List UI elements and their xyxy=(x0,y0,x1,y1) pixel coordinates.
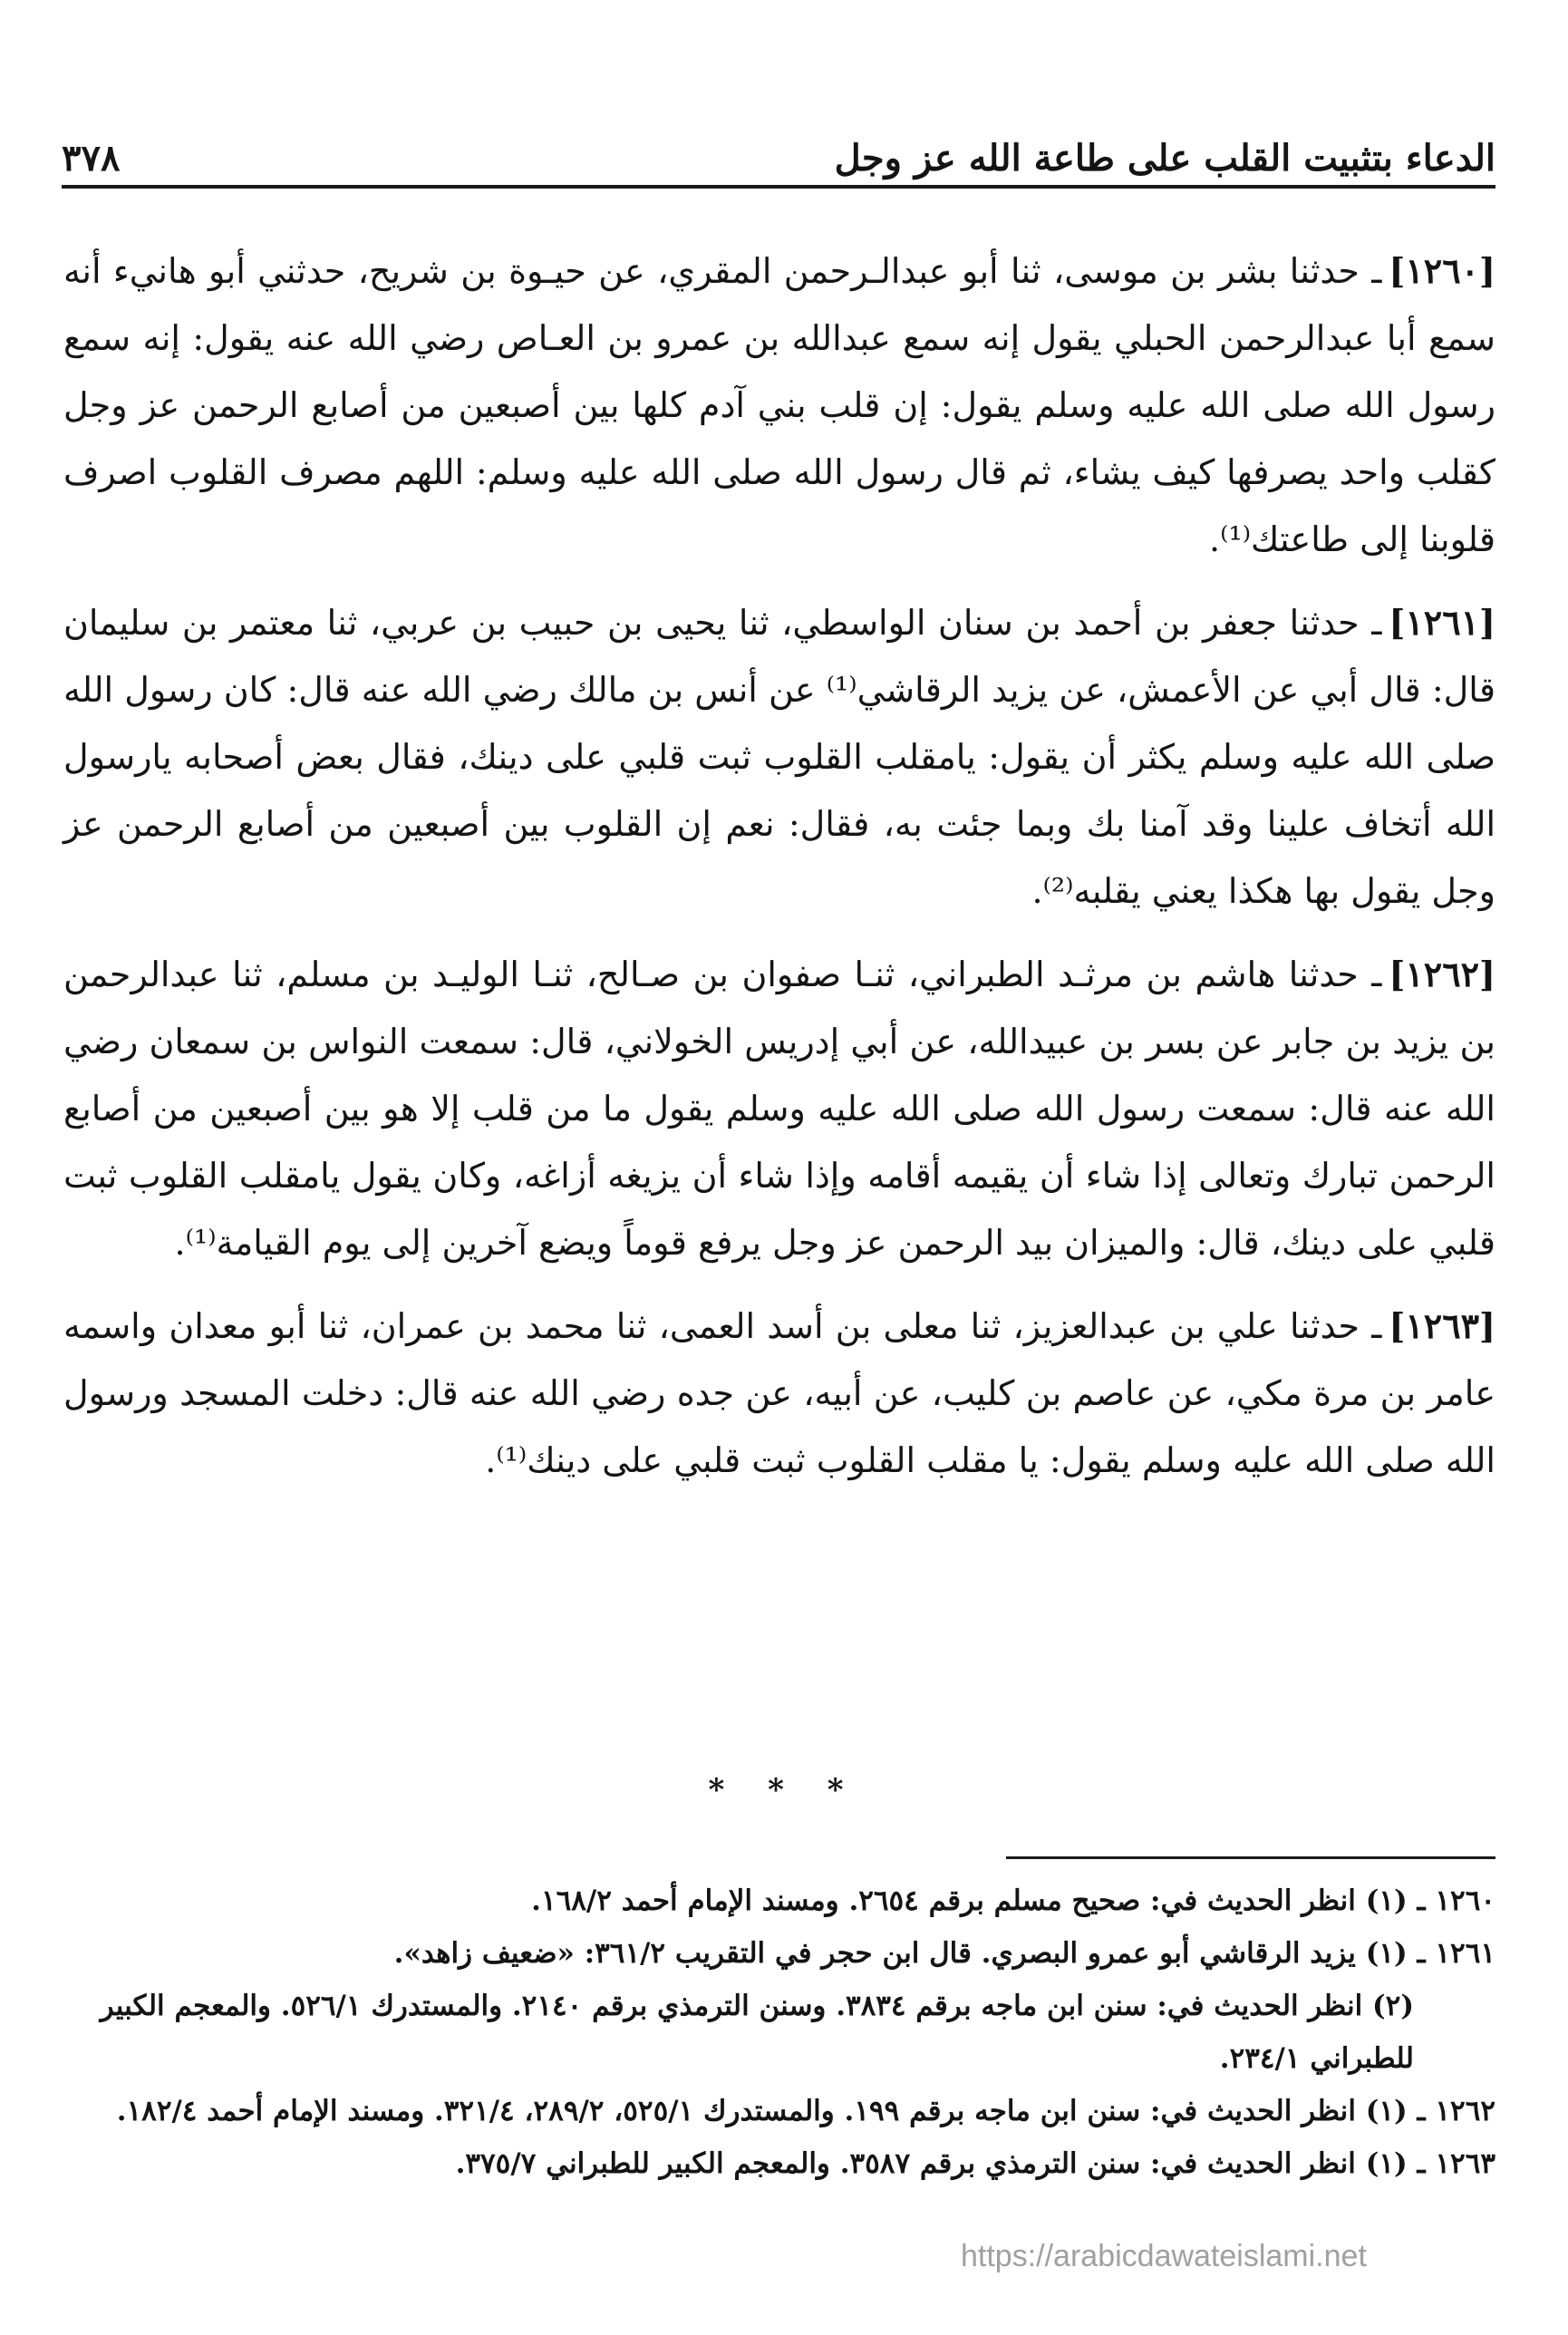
page-header xyxy=(62,127,1495,189)
footnote: ١٢٦١ ـ (١) يزيد الرقاشي أبو عمرو البصري. قال ابن حجر في التقريب ٣٦١/٢: «ضعيف زاهد». xyxy=(393,1937,1495,1970)
hadith-1262 xyxy=(63,941,1495,1276)
hadith-text: ـ حدثنا جعفر بن أحمد بن سنان الواسطي، ثنا يحيى بن حبيب بن عربي، ثنا معتمر بن سليمان قال: قال أبي عن الأعمش، عن يزيد الرقاشي⁽¹⁾ عن أنس بن مالك رضي الله عنه قال: كان رسول الله صلى الله عليه وسلم يكثر أن يقول: يامقلب القلوب ثبت قلبي على دينك، فقال بعض أصحابه يارسول الله أتخاف علينا وقد آمنا بك وبما جئت به، فقال: نعم إن القلوب بين أصبعين من أصابع الرحمن عز وجل يقول بها هكذا يعني يقلبه⁽²⁾. xyxy=(63,603,1495,911)
footnote: (٢) انظر الحديث في: سنن ابن ماجه برقم ٣٨٣٤. وسنن الترمذي برقم ٢١٤٠. والمستدرك ٥٢٦/١. والمعجم الكبير للطبراني ٢٣٤/١. xyxy=(100,1990,1414,2075)
footnote-rule xyxy=(1006,1856,1495,1859)
hadith-number: [١٢٦١] xyxy=(1389,602,1495,643)
footnote: ١٢٦٣ ـ (١) انظر الحديث في: سنن الترمذي برقم ٣٥٨٧. والمعجم الكبير للطبراني ٣٧٥/٧. xyxy=(455,2147,1495,2180)
hadith-number: [١٢٦٢] xyxy=(1389,954,1495,994)
hadith-text: ـ حدثنا علي بن عبدالعزيز، ثنا معلى بن أسد العمى، ثنا محمد بن عمران، ثنا أبو معدان واسمه عامر بن مرة مكي، عن عاصم بن كليب، عن أبيه، عن جده رضي الله عنه قال: دخلت المسجد ورسول الله صلى الله عليه وسلم يقول: يا مقلب القلوب ثبت قلبي على دينك⁽¹⁾. xyxy=(63,1306,1495,1480)
hadith-number: [١٢٦٠] xyxy=(1389,250,1495,291)
page-body xyxy=(63,237,1495,1510)
chapter-title: الدعاء بتثبيت القلب على طاعة الله عز وجل xyxy=(834,136,1495,179)
hadith-text: ـ حدثنا بشر بن موسى، ثنا أبو عبدالـرحمن المقري، عن حيـوة بن شريح، حدثني أبو هانيء أنه سمع أبا عبدالرحمن الحبلي يقول إنه سمع عبدالله بن عمرو بن العـاص رضي الله عنه يقول: إنه سمع رسول الله صلى الله عليه وسلم يقول: إن قلب بني آدم كلها بين أصبعين من أصابع الرحمن عز وجل كقلب واحد يصرفها كيف يشاء، ثم قال رسول الله صلى الله عليه وسلم: اللهم مصرف القلوب اصرف قلوبنا إلى طاعتك⁽¹⁾. xyxy=(63,251,1495,559)
footnote: ١٢٦٠ ـ (١) انظر الحديث في: صحيح مسلم برقم ٢٦٥٤. ومسند الإمام أحمد ١٦٨/٢. xyxy=(531,1884,1495,1917)
footnote: ١٢٦٢ ـ (١) انظر الحديث في: سنن ابن ماجه برقم ١٩٩. والمستدرك ٥٢٥/١، ٢٨٩/٢، ٣٢١/٤. ومسند الإمام أحمد ١٨٢/٤. xyxy=(116,2095,1495,2127)
hadith-1261 xyxy=(63,589,1495,925)
header-rule xyxy=(62,185,1495,189)
section-separator: * * * xyxy=(708,1772,860,1808)
hadith-1260 xyxy=(63,237,1495,573)
hadith-number: [١٢٦٣] xyxy=(1389,1305,1495,1346)
footnotes xyxy=(63,1875,1495,2190)
hadith-text: ـ حدثنا هاشم بن مرثـد الطبراني، ثنـا صفوان بن صـالح، ثنـا الوليـد بن مسلم، ثنا عبدالرحمن بن يزيد بن جابر عن بسر بن عبيدالله، عن أبي إدريس الخولاني، قال: سمعت النواس بن سمعان رضي الله عنه قال: سمعت رسول الله صلى الله عليه وسلم يقول ما من قلب إلا هو بين أصبعين من أصابع الرحمن تبارك وتعالى إذا شاء أن يقيمه أقامه وإذا شاء أن يزيغه أزاغه، وكان يقول يامقلب القلوب ثبت قلبي على دينك، قال: والميزان بيد الرحمن عز وجل يرفع قوماً ويضع آخرين إلى يوم القيامة⁽¹⁾. xyxy=(63,954,1495,1263)
hadith-1263 xyxy=(63,1293,1495,1494)
page-number: ٣٧٨ xyxy=(62,136,121,179)
watermark: https://arabicdawateislami.net xyxy=(961,2239,1367,2273)
